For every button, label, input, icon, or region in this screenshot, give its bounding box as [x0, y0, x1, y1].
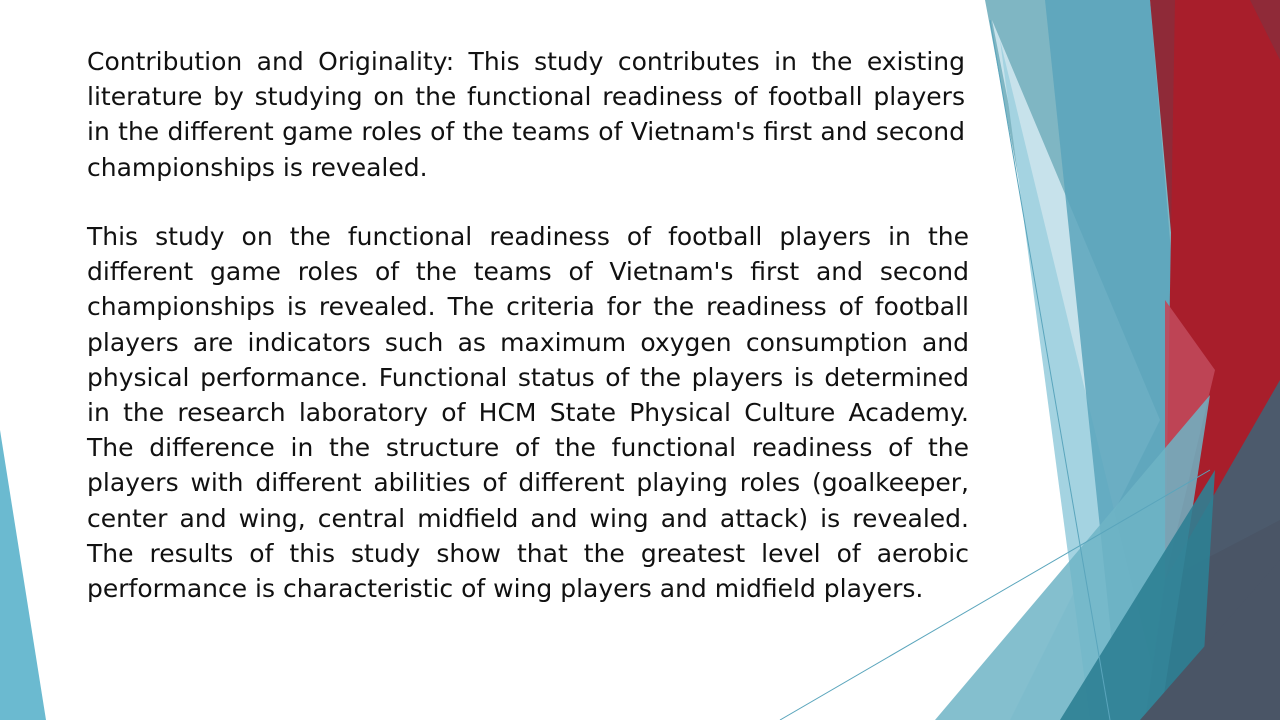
contribution-paragraph: Contribution and Originality: This study contributes in the existing literature by studying on the functional readiness of football players in the different game roles of the teams of Vietnam's first and second championships is revealed.: [87, 47, 965, 182]
left-teal-wedge: [0, 430, 46, 720]
study-summary-paragraph: This study on the functional readiness of football players in the different game roles of the teams of Vietnam's first and second championships is revealed. The criteria for the readiness of football players are indicators such as maximum oxygen consumption and physical performance. Functional status of the players is determined in the research laboratory of HCM State Physical Culture Academy. The difference in the structure of the functional readiness of the players with different abilities of different playing roles (goalkeeper, center and wing, central midfield and wing and attack) is revealed. The results of this study show that the greatest level of aerobic performance is characteristic of wing players and midfield players.: [87, 222, 969, 604]
